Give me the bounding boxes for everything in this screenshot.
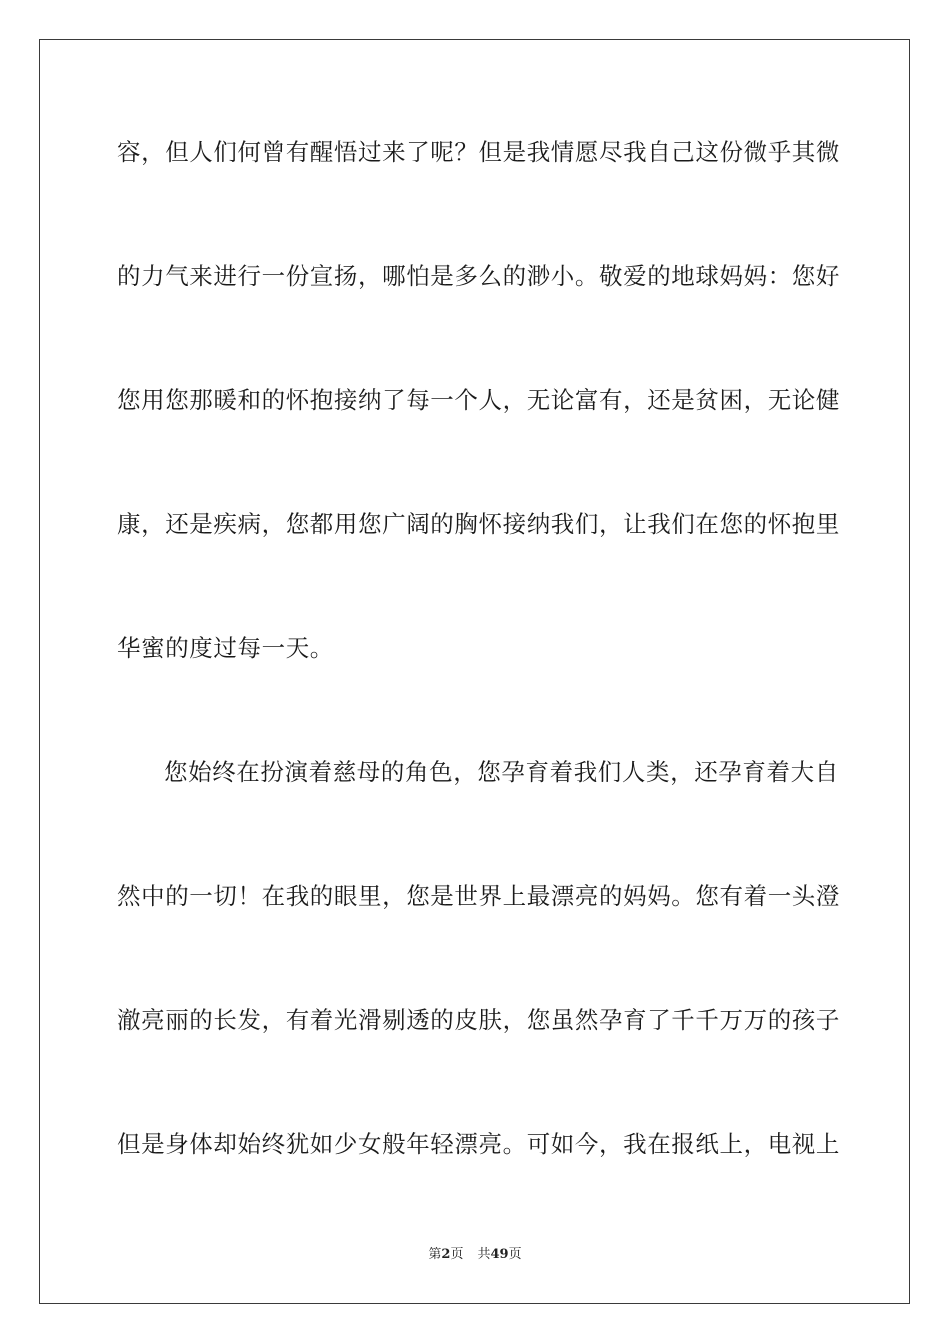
text-line-8: 澈亮丽的长发，有着光滑剔透的皮肤，您虽然孕育了千千万万的孩子	[117, 1006, 840, 1034]
page-footer	[0, 1246, 950, 1264]
text-line-2: 的力气来进行一份宣扬，哪怕是多么的渺小。敬爱的地球妈妈：您好	[117, 262, 840, 290]
page-border	[39, 39, 910, 1304]
text-line-5: 华蜜的度过每一天。	[117, 634, 334, 662]
text-line-9: 但是身体却始终犹如少女般年轻漂亮。可如今，我在报纸上，电视上	[117, 1130, 840, 1158]
footer-total-suffix: 页	[508, 1247, 522, 1262]
text-line-1: 容，但人们何曾有醒悟过来了呢？但是我情愿尽我自己这份微乎其微	[117, 138, 840, 166]
footer-page-total: 49	[490, 1247, 509, 1262]
footer-page-suffix: 页	[450, 1247, 464, 1262]
footer-page-current: 2	[441, 1247, 451, 1262]
text-line-7: 然中的一切！在我的眼里，您是世界上最漂亮的妈妈。您有着一头澄	[117, 882, 840, 910]
text-line-4: 康，还是疾病，您都用您广阔的胸怀接纳我们，让我们在您的怀抱里	[117, 510, 840, 538]
footer-total-prefix: 共	[477, 1247, 491, 1262]
paragraph-indent-line: 您始终在扮演着慈母的角色，您孕育着我们人类，还孕育着大自	[164, 758, 839, 786]
footer-page-prefix: 第	[428, 1247, 442, 1262]
text-line-3: 您用您那暖和的怀抱接纳了每一个人，无论富有，还是贫困，无论健	[117, 386, 840, 414]
